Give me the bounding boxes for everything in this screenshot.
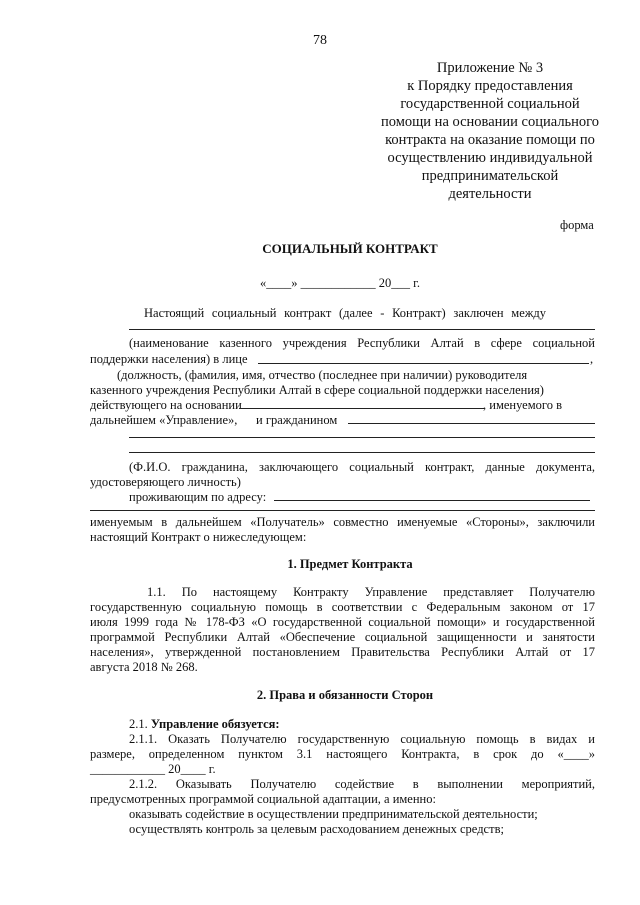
contract-date-line: «____» ____________ 20___ г. [260,276,420,290]
appendix-line: к Порядку предоставления [407,78,573,94]
appendix-line: государственной социальной [400,96,580,112]
org-name-blank [129,329,595,330]
named-as-text: , именуемого в [483,398,562,412]
and-citizen-text: и гражданином [256,413,338,427]
representative-blank [258,363,589,364]
recipient-text-2: настоящий Контракт о нижеследующем: [90,530,307,544]
position-caption-2: казенного учреждения Республики Алтай в сфере социальной поддержки населения) [90,383,544,397]
section1-line: государственную социальную помощь в соответствии с Федеральным законом от 17 [90,600,595,614]
citizen-caption-2: удостоверяющего личность) [90,475,241,489]
named-management-text: дальнейшем «Управление», [90,413,238,427]
position-caption-1: (должность, (фамилия, имя, отчество (последнее при наличии) руководителя [117,368,528,382]
org-caption-2: поддержки населения) в лице [90,352,248,366]
page-number: 78 [313,33,327,48]
appendix-line: осуществлению индивидуальной [387,150,593,166]
p212-line: осуществлять контроль за целевым расходованием денежных средств; [129,822,504,836]
appendix-line: помощи на основании социального [380,114,600,130]
p212-line: 2.1.2. Оказывать Получателю содействие в выполнении мероприятий, [129,777,595,791]
p212-line: оказывать содействие в осуществлении предпринимательской деятельности; [129,807,538,821]
subsection-title: Управление обязуется: [150,717,280,731]
p211-line: размере, определенном пунктом 3.1 настоящего Контракта, в срок до «____» [90,747,595,761]
acting-basis-label: действующего на основании [90,398,242,412]
section2-heading: 2. Права и обязанности Сторон [256,688,434,702]
citizen-name-blank [348,423,595,424]
section1-line: программой Республики Алтай «Обеспечение социальной защищенности и занятости [90,630,595,644]
section1-line: населения», утвержденной постановлением Правительства Республики Алтай от 17 [90,645,595,659]
contract-title: СОЦИАЛЬНЫЙ КОНТРАКТ [262,241,438,256]
comma: , [590,352,594,366]
address-label: проживающим по адресу: [129,490,267,504]
appendix-line: контракта на оказание помощи по [385,132,595,148]
p211-line: ____________ 20____ г. [90,762,216,776]
appendix-line: деятельности [448,186,532,202]
basis-blank [239,408,484,409]
form-label: форма [560,218,594,232]
section1-heading: 1. Предмет Контракта [287,557,413,571]
address-blank-2 [90,510,595,511]
p212-line: предусмотренных программой социальной адаптации, а именно: [90,792,436,806]
appendix-line: предпринимательской [421,168,559,184]
citizen-blank-2 [129,437,595,438]
intro-text: Настоящий социальный контракт (далее - Контракт) заключен между [144,306,546,320]
section1-line: августа 2018 № 268. [90,660,198,674]
recipient-text-1: именуемым в дальнейшем «Получатель» совместно именуемые «Стороны», заключили [90,515,595,529]
subsection-number: 2.1. [129,717,148,731]
citizen-caption-1: (Ф.И.О. гражданина, заключающего социальный контракт, данные документа, [129,460,595,474]
section1-line: июля 1999 года № 178-ФЗ «О государственной социальной помощи» и государственной [90,615,595,629]
section1-line: 1.1. По настоящему Контракту Управление представляет Получателю [147,585,595,599]
org-caption: (наименование казенного учреждения Республики Алтай в сфере социальной [129,336,595,350]
citizen-blank-3 [129,452,595,453]
p211-line: 2.1.1. Оказать Получателю государственную социальную помощь в видах и [129,732,595,746]
appendix-line: Приложение № 3 [436,60,544,76]
subsection-2-1 [129,717,280,732]
address-blank [274,500,590,501]
